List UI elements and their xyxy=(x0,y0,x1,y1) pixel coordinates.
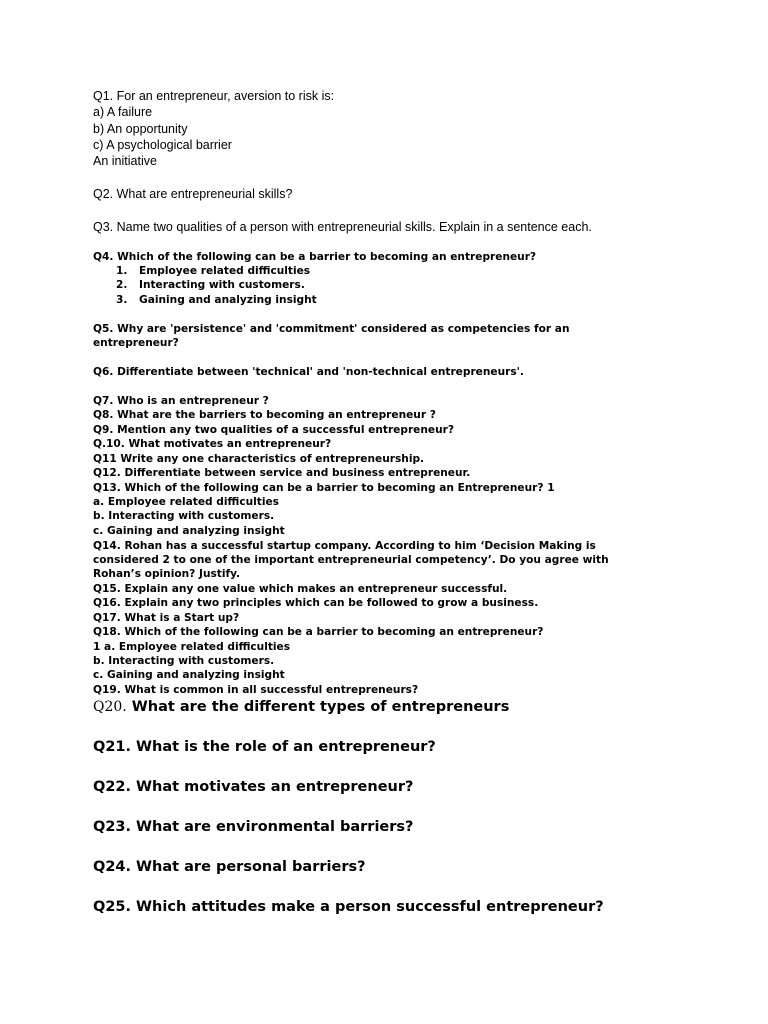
question-line: Q8. What are the barriers to becoming an entrepreneur ? xyxy=(93,409,436,421)
question-line: c. Gaining and analyzing insight xyxy=(93,669,285,681)
question-line: Q18. Which of the following can be a barrier to becoming an entrepreneur? xyxy=(93,626,544,638)
question-line: Q13. Which of the following can be a barrier to becoming an Entrepreneur? 1 xyxy=(93,482,555,494)
question-line: considered 2 to one of the important entrepreneurial competency’. Do you agree with xyxy=(93,554,609,566)
question-q6: Q6. Differentiate between 'technical' and 'non-technical entrepreneurs'. xyxy=(93,366,524,378)
question-q5-line2: entrepreneur? xyxy=(93,337,179,349)
question-line: b. Interacting with customers. xyxy=(93,510,275,522)
question-q4: Q4. Which of the following can be a barrier to becoming an entrepreneur? xyxy=(93,251,537,263)
question-line: Q19. What is common in all successful entrepreneurs? xyxy=(93,684,419,696)
question-line: Q12. Differentiate between service and business entrepreneur. xyxy=(93,467,471,479)
q4-list-item xyxy=(116,264,310,278)
question-q3: Q3. Name two qualities of a person with entrepreneurial skills. Explain in a sentence each. xyxy=(93,220,592,234)
question-q23: Q23. What are environmental barriers? xyxy=(93,819,414,835)
question-q2: Q2. What are entrepreneurial skills? xyxy=(93,187,293,201)
question-line: Q.10. What motivates an entrepreneur? xyxy=(93,438,332,450)
question-line: c. Gaining and analyzing insight xyxy=(93,525,285,537)
list-text: Interacting with customers. xyxy=(139,279,305,291)
question-q20 xyxy=(93,697,509,717)
question-q1: Q1. For an entrepreneur, aversion to risk is: xyxy=(93,89,335,103)
q1-option-a: a) A failure xyxy=(93,105,153,119)
question-line: b. Interacting with customers. xyxy=(93,655,275,667)
question-line: Rohan’s opinion? Justify. xyxy=(93,568,241,580)
q1-option-d: An initiative xyxy=(93,154,157,168)
question-q22: Q22. What motivates an entrepreneur? xyxy=(93,779,414,795)
q4-list-item xyxy=(116,293,317,307)
question-line: Q15. Explain any one value which makes an entrepreneur successful. xyxy=(93,583,508,595)
q1-option-b: b) An opportunity xyxy=(93,122,188,136)
question-line: Q17. What is a Start up? xyxy=(93,612,240,624)
question-q25: Q25. Which attitudes make a person successful entrepreneur? xyxy=(93,899,604,915)
list-text: Gaining and analyzing insight xyxy=(139,294,317,306)
q20-text: What are the different types of entrepreneurs xyxy=(126,699,510,715)
question-line: Q7. Who is an entrepreneur ? xyxy=(93,395,269,407)
q4-list-item xyxy=(116,278,305,292)
question-line: Q11 Write any one characteristics of entrepreneurship. xyxy=(93,453,425,465)
list-number: 2. xyxy=(116,279,128,291)
list-text: Employee related difficulties xyxy=(139,265,311,277)
question-line: Q14. Rohan has a successful startup company. According to him ‘Decision Making is xyxy=(93,540,596,552)
q1-option-c: c) A psychological barrier xyxy=(93,138,232,152)
question-q21: Q21. What is the role of an entrepreneur? xyxy=(93,739,436,755)
question-line: Q16. Explain any two principles which can be followed to grow a business. xyxy=(93,597,539,609)
question-line: Q9. Mention any two qualities of a successful entrepreneur? xyxy=(93,424,454,436)
list-number: 3. xyxy=(116,294,128,306)
question-line: a. Employee related difficulties xyxy=(93,496,279,508)
question-q24: Q24. What are personal barriers? xyxy=(93,859,366,875)
list-number: 1. xyxy=(116,265,128,277)
question-line: 1 a. Employee related difficulties xyxy=(93,641,291,653)
question-q5-line1: Q5. Why are 'persistence' and 'commitment' considered as competencies for an xyxy=(93,323,570,335)
q20-number: Q20. xyxy=(93,699,127,715)
